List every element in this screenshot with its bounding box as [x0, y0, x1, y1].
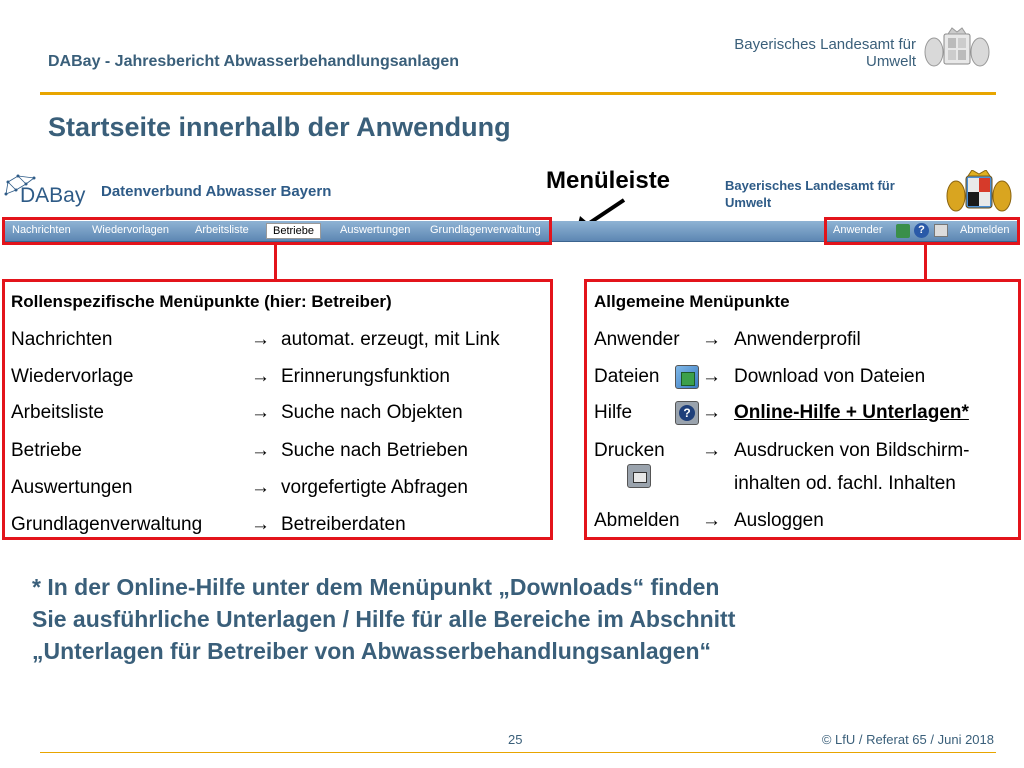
menuleiste-callout: Menüleiste	[546, 167, 671, 194]
right-row-desc-cont: inhalten od. fachl. Inhalten	[734, 473, 956, 494]
right-row-name: Abmelden	[594, 510, 680, 531]
arrow-icon: →	[251, 366, 270, 387]
menubar-left-highlight	[2, 217, 552, 245]
menu-item-wiedervorlagen[interactable]: Wiedervorlagen	[92, 224, 170, 236]
left-row-name: Auswertungen	[11, 477, 133, 498]
menubar-right-highlight	[824, 217, 1020, 245]
right-row-desc: Ausdrucken von Bildschirm-	[734, 440, 970, 461]
footnote	[32, 571, 735, 667]
footer-rule	[40, 752, 996, 753]
arrow-icon: →	[251, 514, 270, 535]
arrow-icon: →	[251, 329, 270, 350]
footnote-line2: Sie ausführliche Unterlagen / Hilfe für alle Bereiche im Abschnitt	[32, 606, 736, 632]
right-row-desc: Online-Hilfe + Unterlagen*	[734, 402, 969, 423]
left-row-name: Wiedervorlage	[11, 366, 134, 387]
right-row-name: Drucken	[594, 440, 665, 461]
left-row-name: Nachrichten	[11, 329, 113, 350]
left-row-name: Grundlagenverwaltung	[11, 514, 203, 535]
app-org-line1: Bayerisches Landesamt für	[725, 178, 895, 193]
arrow-icon: →	[251, 477, 270, 498]
arrow-icon: →	[702, 329, 721, 350]
left-row-desc: Erinnerungsfunktion	[281, 366, 450, 387]
page-number: 25	[508, 732, 523, 747]
arrow-icon: →	[251, 402, 270, 423]
left-row-desc: vorgefertigte Abfragen	[281, 477, 468, 498]
arrow-icon: →	[702, 440, 721, 461]
connector-right	[924, 245, 927, 280]
footnote-line1: * In der Online-Hilfe unter dem Menüpunkt „Downloads“ finden	[32, 574, 720, 600]
help-icon: ?	[675, 401, 699, 425]
right-row-desc: Download von Dateien	[734, 366, 926, 387]
arrow-icon: →	[702, 510, 721, 531]
slide-header-org	[734, 36, 916, 70]
menu-item-grundlagenverwaltung[interactable]: Grundlagenverwaltung	[430, 224, 541, 236]
slide-header-org-line1: Bayerisches Landesamt für	[734, 36, 916, 53]
left-box-heading: Rollenspezifische Menüpunkte (hier: Betreiber)	[11, 292, 392, 311]
menu-item-abmelden[interactable]: Abmelden	[960, 224, 1010, 236]
page-title: Startseite innerhalb der Anwendung	[48, 112, 511, 142]
slide-header-org-line2: Umwelt	[865, 53, 916, 70]
right-row-name: Hilfe	[594, 402, 633, 423]
left-row-desc: Betreiberdaten	[281, 514, 406, 535]
arrow-icon: →	[702, 366, 721, 387]
menu-item-anwender[interactable]: Anwender	[833, 224, 883, 236]
dabay-logo-text: DABay	[20, 184, 86, 207]
menu-item-auswertungen[interactable]: Auswertungen	[340, 224, 411, 236]
arrow-icon: →	[251, 440, 270, 461]
left-row-desc: Suche nach Objekten	[281, 402, 463, 423]
left-row-name: Betriebe	[11, 440, 82, 461]
right-row-name: Dateien	[594, 366, 660, 387]
slide-header-title: DABay - Jahresbericht Abwasserbehandlungsanlagen	[48, 53, 460, 70]
right-row-desc: Anwenderprofil	[734, 329, 861, 350]
connector-left	[274, 245, 277, 280]
left-row-desc: automat. erzeugt, mit Link	[281, 329, 500, 350]
bavaria-crest-icon	[922, 26, 992, 81]
right-row-desc: Ausloggen	[734, 510, 824, 531]
files-icon	[675, 365, 699, 389]
app-org	[725, 177, 895, 211]
menu-item-arbeitsliste[interactable]: Arbeitsliste	[195, 224, 249, 236]
menu-item-nachrichten[interactable]: Nachrichten	[12, 224, 71, 236]
app-org-line2: Umwelt	[725, 195, 772, 210]
help-icon[interactable]: ?	[914, 223, 929, 238]
left-menu-box	[2, 279, 553, 540]
header-rule	[40, 92, 996, 95]
arrow-icon: →	[702, 402, 721, 423]
footnote-line3: „Unterlagen für Betreiber von Abwasserbehandlungsanlagen“	[32, 638, 712, 664]
left-row-name: Arbeitsliste	[11, 402, 104, 423]
right-row-name: Anwender	[594, 329, 680, 350]
right-box-heading: Allgemeine Menüpunkte	[594, 292, 790, 311]
dabay-logo-icon	[4, 172, 88, 212]
menu-item-betriebe[interactable]: Betriebe	[266, 223, 321, 239]
right-menu-box	[584, 279, 1021, 540]
bavaria-crest-icon	[944, 170, 1014, 221]
left-row-desc: Suche nach Betrieben	[281, 440, 468, 461]
copyright: © LfU / Referat 65 / Juni 2018	[821, 732, 994, 747]
app-name: Datenverbund Abwasser Bayern	[101, 183, 332, 200]
print-icon	[627, 464, 651, 488]
